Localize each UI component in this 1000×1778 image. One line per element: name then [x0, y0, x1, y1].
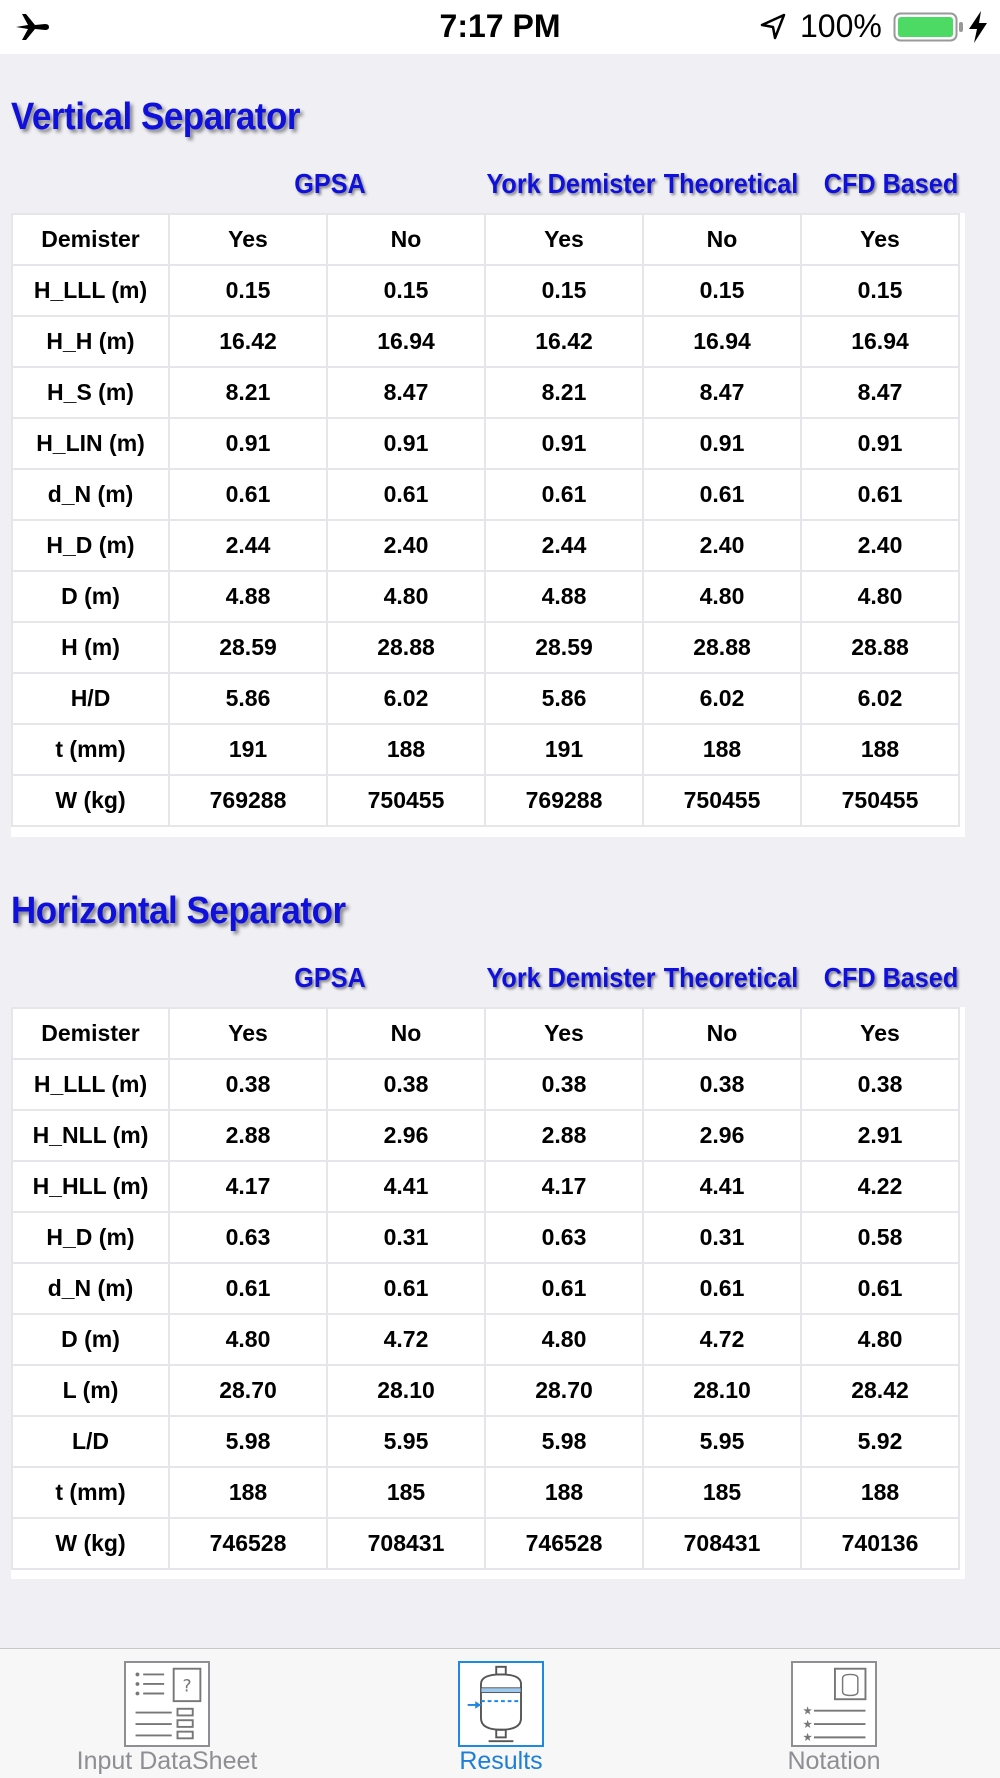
table-cell: No	[643, 1008, 801, 1059]
table-cell: 4.80	[643, 571, 801, 622]
table-cell: 4.17	[169, 1161, 327, 1212]
table-cell: 0.61	[485, 1263, 643, 1314]
table-cell: 0.61	[801, 1263, 959, 1314]
row-label: H_D (m)	[12, 520, 169, 571]
table-cell: 0.63	[485, 1212, 643, 1263]
table-row	[12, 265, 959, 316]
table-cell: 28.88	[643, 622, 801, 673]
table-row	[12, 1518, 959, 1569]
row-label: L/D	[12, 1416, 169, 1467]
table-cell: Yes	[801, 214, 959, 265]
table-cell: 0.61	[643, 469, 801, 520]
table-cell: 28.59	[485, 622, 643, 673]
table-cell: 28.70	[169, 1365, 327, 1416]
separator-vessel-icon	[458, 1661, 544, 1747]
table-cell: 28.10	[643, 1365, 801, 1416]
table-cell: 0.58	[801, 1212, 959, 1263]
row-label: H_LLL (m)	[12, 1059, 169, 1110]
table-cell: 16.94	[327, 316, 485, 367]
table-cell: 0.38	[801, 1059, 959, 1110]
table-cell: 769288	[169, 775, 327, 826]
col-head-theoretical: Theoretical	[663, 168, 799, 199]
table-cell: 4.72	[643, 1314, 801, 1365]
row-label: D (m)	[12, 1314, 169, 1365]
table-cell: 0.38	[643, 1059, 801, 1110]
row-label: W (kg)	[12, 775, 169, 826]
col-head-cfd-based: CFD Based	[823, 168, 959, 199]
svg-text:★: ★	[802, 1703, 813, 1718]
table-row	[12, 724, 959, 775]
table-cell: 4.80	[801, 1314, 959, 1365]
table-cell: 0.61	[327, 469, 485, 520]
table-cell: 8.47	[801, 367, 959, 418]
table-cell: 769288	[485, 775, 643, 826]
horizontal-column-headers	[0, 962, 1000, 1002]
table-row	[12, 1212, 959, 1263]
table-cell: 8.21	[485, 367, 643, 418]
table-cell: 28.10	[327, 1365, 485, 1416]
table-cell: 8.47	[327, 367, 485, 418]
col-head-gpsa: GPSA	[294, 168, 366, 199]
table-cell: 0.15	[327, 265, 485, 316]
table-cell: 0.91	[801, 418, 959, 469]
table-cell: 0.15	[801, 265, 959, 316]
table-cell: 188	[643, 724, 801, 775]
table-cell: 185	[327, 1467, 485, 1518]
row-label: H_HLL (m)	[12, 1161, 169, 1212]
table-cell: 0.15	[169, 265, 327, 316]
table-cell: 2.91	[801, 1110, 959, 1161]
horizontal-separator-title: Horizontal Separator	[11, 890, 346, 932]
table-cell: No	[327, 1008, 485, 1059]
row-label: H_LIN (m)	[12, 418, 169, 469]
table-cell: 4.17	[485, 1161, 643, 1212]
col-head-cfd-based: CFD Based	[823, 962, 959, 993]
table-cell: 188	[801, 724, 959, 775]
table-row	[12, 622, 959, 673]
table-cell: 191	[485, 724, 643, 775]
tab-label: Notation	[787, 1747, 881, 1775]
table-cell: No	[327, 214, 485, 265]
table-cell: 0.31	[643, 1212, 801, 1263]
table-cell: 5.86	[485, 673, 643, 724]
row-label: H (m)	[12, 622, 169, 673]
table-cell: 4.80	[485, 1314, 643, 1365]
horizontal-results-table	[11, 1007, 965, 1579]
table-cell: 16.42	[485, 316, 643, 367]
tab-bar	[0, 1648, 1000, 1778]
table-cell: 4.80	[169, 1314, 327, 1365]
table-cell: 185	[643, 1467, 801, 1518]
table-cell: 0.38	[485, 1059, 643, 1110]
charging-bolt-icon	[966, 10, 990, 44]
table-row	[12, 775, 959, 826]
table-cell: 2.88	[169, 1110, 327, 1161]
table-cell: 0.31	[327, 1212, 485, 1263]
table-cell: 4.22	[801, 1161, 959, 1212]
table-cell: 28.59	[169, 622, 327, 673]
row-label: d_N (m)	[12, 469, 169, 520]
table-cell: 0.61	[643, 1263, 801, 1314]
table-row	[12, 1008, 959, 1059]
table-cell: 28.88	[801, 622, 959, 673]
table-cell: 28.88	[327, 622, 485, 673]
table-cell: 8.21	[169, 367, 327, 418]
row-label: H_D (m)	[12, 1212, 169, 1263]
table-cell: 0.91	[169, 418, 327, 469]
table-cell: Yes	[485, 1008, 643, 1059]
table-cell: 746528	[169, 1518, 327, 1569]
svg-text:★: ★	[802, 1730, 813, 1745]
col-head-gpsa: GPSA	[294, 962, 366, 993]
table-cell: 188	[169, 1467, 327, 1518]
status-time: 7:17 PM	[439, 8, 561, 44]
row-label: D (m)	[12, 571, 169, 622]
table-cell: 188	[485, 1467, 643, 1518]
row-label: d_N (m)	[12, 1263, 169, 1314]
table-cell: 0.63	[169, 1212, 327, 1263]
table-row	[12, 571, 959, 622]
table-cell: 746528	[485, 1518, 643, 1569]
row-label: H_H (m)	[12, 316, 169, 367]
row-label: W (kg)	[12, 1518, 169, 1569]
table-cell: 5.92	[801, 1416, 959, 1467]
status-bar	[0, 0, 1000, 54]
table-cell: 2.96	[327, 1110, 485, 1161]
table-cell: 0.91	[485, 418, 643, 469]
table-cell: 6.02	[327, 673, 485, 724]
table-cell: 0.61	[485, 469, 643, 520]
table-row	[12, 673, 959, 724]
table-row	[12, 214, 959, 265]
table-cell: 16.94	[643, 316, 801, 367]
table-cell: 0.15	[485, 265, 643, 316]
table-cell: 0.61	[801, 469, 959, 520]
table-cell: Yes	[169, 1008, 327, 1059]
vertical-results-table	[11, 213, 965, 837]
table-cell: 5.98	[169, 1416, 327, 1467]
row-label: H_NLL (m)	[12, 1110, 169, 1161]
table-cell: 2.96	[643, 1110, 801, 1161]
vertical-column-headers	[0, 168, 1000, 208]
table-row	[12, 1161, 959, 1212]
table-cell: 191	[169, 724, 327, 775]
table-cell: 2.88	[485, 1110, 643, 1161]
table-cell: 4.41	[327, 1161, 485, 1212]
table-cell: 6.02	[801, 673, 959, 724]
table-cell: 4.72	[327, 1314, 485, 1365]
table-cell: 5.95	[327, 1416, 485, 1467]
table-cell: Yes	[485, 214, 643, 265]
table-row	[12, 418, 959, 469]
table-cell: 2.40	[327, 520, 485, 571]
row-label: H_LLL (m)	[12, 265, 169, 316]
row-label: t (mm)	[12, 724, 169, 775]
table-row	[12, 1263, 959, 1314]
table-cell: 4.88	[485, 571, 643, 622]
table-cell: 188	[327, 724, 485, 775]
table-cell: 2.44	[169, 520, 327, 571]
battery-icon	[893, 12, 965, 42]
battery-percent: 100%	[800, 8, 882, 44]
tab-label: Input DataSheet	[76, 1747, 258, 1775]
table-row	[12, 1314, 959, 1365]
svg-text:?: ?	[182, 1676, 192, 1697]
table-cell: 740136	[801, 1518, 959, 1569]
table-cell: 708431	[643, 1518, 801, 1569]
row-label: L (m)	[12, 1365, 169, 1416]
table-cell: 4.80	[327, 571, 485, 622]
table-cell: 708431	[327, 1518, 485, 1569]
svg-text:★: ★	[802, 1716, 813, 1731]
row-label: H_S (m)	[12, 367, 169, 418]
table-cell: 28.70	[485, 1365, 643, 1416]
datasheet-icon	[124, 1661, 210, 1747]
tab-notation[interactable]	[704, 1649, 964, 1778]
table-row	[12, 1110, 959, 1161]
table-cell: 5.95	[643, 1416, 801, 1467]
table-cell: 16.42	[169, 316, 327, 367]
table-row	[12, 367, 959, 418]
table-cell: 5.98	[485, 1416, 643, 1467]
row-label: Demister	[12, 1008, 169, 1059]
table-cell: 188	[801, 1467, 959, 1518]
table-cell: 0.38	[169, 1059, 327, 1110]
tab-input-datasheet[interactable]	[37, 1649, 297, 1778]
table-cell: 5.86	[169, 673, 327, 724]
table-row	[12, 1467, 959, 1518]
row-label: t (mm)	[12, 1467, 169, 1518]
table-cell: 6.02	[643, 673, 801, 724]
table-cell: 2.40	[643, 520, 801, 571]
table-cell: 0.61	[327, 1263, 485, 1314]
table-row	[12, 469, 959, 520]
tab-label: Results	[459, 1747, 543, 1775]
table-cell: 28.42	[801, 1365, 959, 1416]
table-cell: 8.47	[643, 367, 801, 418]
table-cell: 4.80	[801, 571, 959, 622]
table-cell: 0.91	[327, 418, 485, 469]
col-head-york-demister: York Demister	[486, 168, 656, 199]
location-arrow-icon	[758, 12, 788, 42]
table-cell: 0.61	[169, 1263, 327, 1314]
tab-results[interactable]	[371, 1649, 631, 1778]
table-row	[12, 1059, 959, 1110]
notation-icon	[791, 1661, 877, 1747]
table-cell: 4.88	[169, 571, 327, 622]
table-cell: 0.38	[327, 1059, 485, 1110]
table-row	[12, 520, 959, 571]
table-cell: 0.91	[643, 418, 801, 469]
table-cell: No	[643, 214, 801, 265]
table-cell: Yes	[801, 1008, 959, 1059]
col-head-york-demister: York Demister	[486, 962, 656, 993]
col-head-theoretical: Theoretical	[663, 962, 799, 993]
vertical-separator-title: Vertical Separator	[11, 96, 301, 138]
table-cell: 0.15	[643, 265, 801, 316]
table-cell: 0.61	[169, 469, 327, 520]
row-label: H/D	[12, 673, 169, 724]
table-cell: 750455	[327, 775, 485, 826]
table-cell: 750455	[643, 775, 801, 826]
table-cell: 16.94	[801, 316, 959, 367]
table-cell: 2.44	[485, 520, 643, 571]
table-cell: 750455	[801, 775, 959, 826]
table-cell: 4.41	[643, 1161, 801, 1212]
table-row	[12, 316, 959, 367]
table-cell: Yes	[169, 214, 327, 265]
table-row	[12, 1365, 959, 1416]
table-row	[12, 1416, 959, 1467]
row-label: Demister	[12, 214, 169, 265]
table-cell: 2.40	[801, 520, 959, 571]
